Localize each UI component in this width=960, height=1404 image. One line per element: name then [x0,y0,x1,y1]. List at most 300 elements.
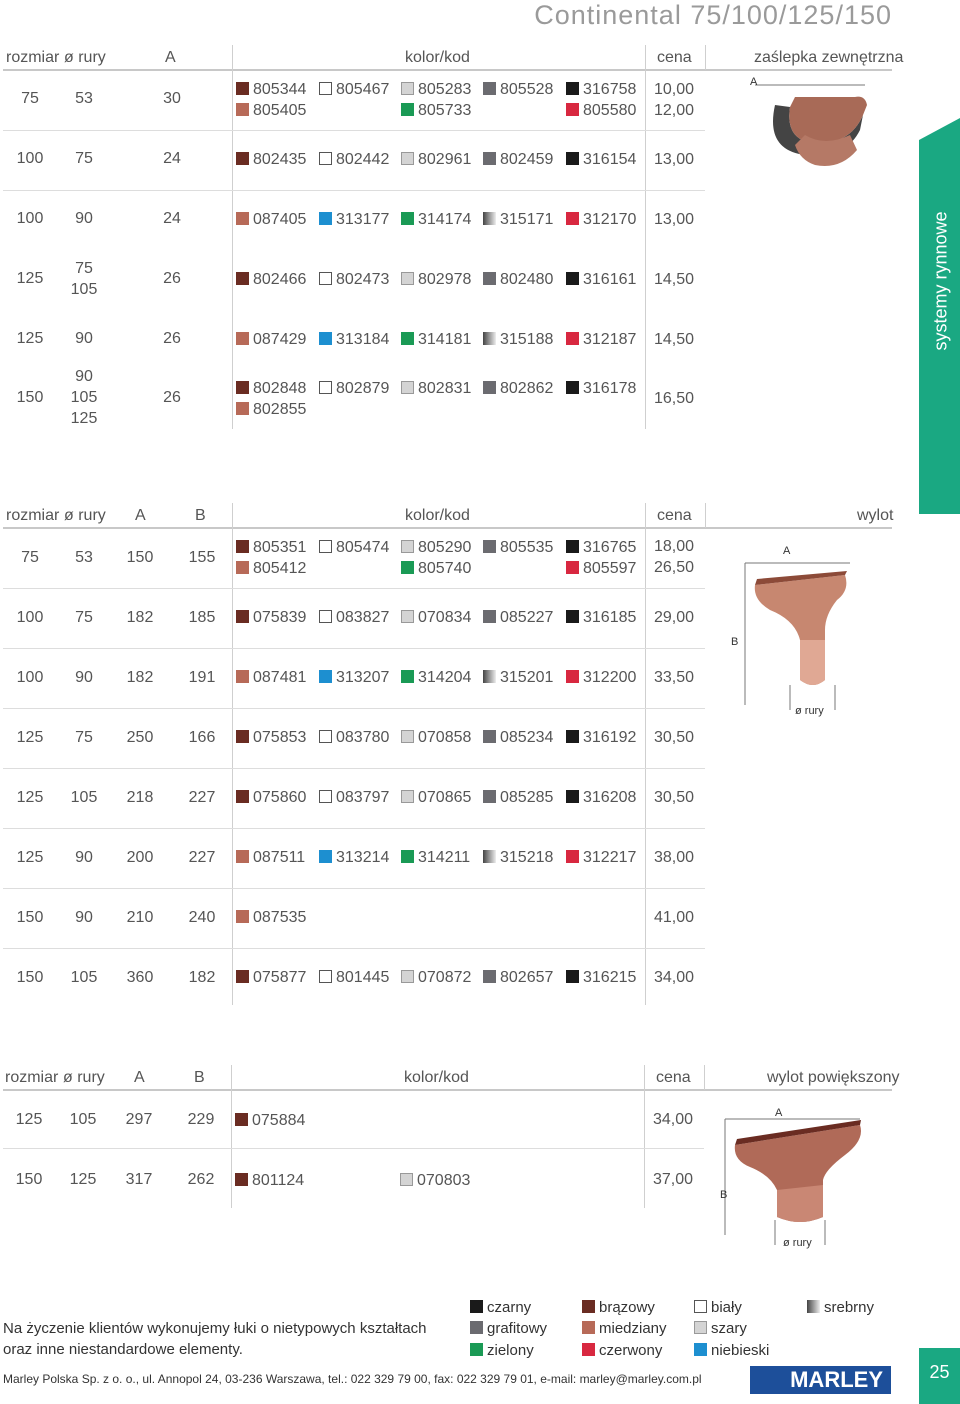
cell-cena: 13,00 [654,211,695,228]
header-rury: ø rury [63,1069,105,1086]
cell-cena: 30,50 [654,729,695,746]
color-code: 070858 [401,729,471,747]
color-swatch [483,272,496,285]
color-swatch [236,212,249,225]
color-swatch [483,381,496,394]
color-swatch [483,730,496,743]
header-product: zaślepka zewnętrzna [754,49,904,66]
column-divider [231,1065,232,1208]
color-code: 315201 [483,669,553,687]
cell-rozmiar: 125 [16,729,44,746]
color-code: 805535 [483,539,553,557]
color-code: 313184 [319,331,389,349]
header-rozmiar: rozmiar [5,1069,59,1086]
cell-rozmiar: 125 [16,330,44,347]
cell-rury: 53 [75,90,93,107]
color-swatch [470,1300,483,1313]
cell-rury: 90 [75,849,93,866]
cell-cena: 37,00 [653,1171,694,1188]
color-swatch [401,152,414,165]
color-swatch [401,610,414,623]
color-swatch [401,730,414,743]
cell-b: 191 [188,669,216,686]
color-code: 316758 [566,81,636,99]
color-swatch [319,790,332,803]
color-code: 314204 [401,669,471,687]
column-divider [705,45,706,70]
color-swatch [236,152,249,165]
color-code: 802442 [319,151,389,169]
color-swatch [401,970,414,983]
color-code: 070803 [400,1172,470,1190]
color-swatch [236,332,249,345]
header-divider [3,1089,892,1091]
color-code: 805733 [401,102,471,120]
header-kolor: kolor/kod [405,507,470,524]
color-swatch [470,1343,483,1356]
header-rozmiar: rozmiar [6,507,60,524]
color-swatch [401,561,414,574]
color-code: 802831 [401,380,471,398]
large-outlet-illustration [715,1105,875,1245]
illus-label-a: A [750,76,758,88]
cell-rury: 90 [75,210,93,227]
legend-item [694,1320,747,1337]
color-swatch [236,402,249,415]
color-code: 316208 [566,789,636,807]
cell-a: 210 [126,909,154,926]
color-swatch [566,790,579,803]
color-code: 087511 [236,849,305,867]
cell-rury: 90 [75,669,93,686]
cell-b: 185 [188,609,216,626]
cell-a: 24 [163,150,181,167]
color-code: 805351 [236,539,306,557]
cell-rozmiar: 100 [16,210,44,227]
color-code: 802862 [483,380,553,398]
color-swatch [235,1173,248,1186]
cell-b: 166 [188,729,216,746]
row-divider [3,768,705,769]
cell-a: 150 [126,549,154,566]
color-swatch [236,790,249,803]
color-swatch [566,152,579,165]
cell-a: 250 [126,729,154,746]
color-code: 085227 [483,609,553,627]
cell-a: 26 [163,330,181,347]
header-b: B [194,1069,205,1086]
color-code: 802879 [319,380,389,398]
color-code: 805290 [401,539,471,557]
color-code: 805467 [319,81,389,99]
legend-item [807,1299,874,1316]
cell-rozmiar: 150 [16,389,44,406]
color-swatch [236,910,249,923]
legend-label: niebieski [711,1342,770,1359]
cell-rury: 75 [75,609,93,626]
color-swatch [401,850,414,863]
outlet-illustration [725,545,865,710]
color-swatch [483,850,496,863]
legend-item [582,1299,655,1316]
color-code: 312217 [566,849,636,867]
color-swatch [236,670,249,683]
color-code: 312170 [566,211,636,229]
cell-b: 262 [187,1171,215,1188]
color-code: 075877 [236,969,306,987]
custom-order-note: Na życzenie klientów wykonujemy łuki o nietypowych kształtach oraz inne niestandardowe elementy. [3,1320,427,1358]
color-swatch [319,610,332,623]
cell-cena: 33,50 [654,669,695,686]
column-divider [705,503,706,528]
color-code: 312200 [566,669,636,687]
cell-rozmiar: 150 [15,1171,43,1188]
legend-item [470,1320,547,1337]
cell-a: 360 [126,969,154,986]
cell-cena: 34,00 [654,969,695,986]
cell-cena: 30,50 [654,789,695,806]
color-swatch [236,540,249,553]
marley-logo: MARLEY [750,1366,891,1394]
cell-rozmiar: 125 [16,270,44,287]
cell-rury: 105 [70,969,98,986]
color-swatch [319,970,332,983]
color-code: 805474 [319,539,389,557]
color-code: 313207 [319,669,389,687]
color-code: 802480 [483,271,553,289]
color-code: 316765 [566,539,636,557]
cell-rury: 75 [75,150,93,167]
illus-label-b: B [731,636,739,648]
cell-rury: 105 [70,789,98,806]
cell-rozmiar: 100 [16,609,44,626]
legend-item [694,1299,742,1316]
color-swatch [483,212,496,225]
color-swatch [401,381,414,394]
cell-b: 227 [188,789,216,806]
color-code: 801445 [319,969,389,987]
color-swatch [483,540,496,553]
color-code: 083797 [319,789,389,807]
row-divider [3,1148,704,1149]
color-code: 087405 [236,211,306,229]
color-swatch [319,272,332,285]
color-swatch [483,670,496,683]
legend-item [582,1320,667,1337]
color-code: 802961 [401,151,471,169]
color-swatch [582,1343,595,1356]
cell-rury: 105 [70,389,98,406]
color-code: 083780 [319,729,389,747]
color-code: 087535 [236,909,306,927]
row-divider [3,648,705,649]
color-code: 075884 [235,1112,305,1130]
color-swatch [236,730,249,743]
cell-cena: 10,00 [654,81,695,98]
cell-rozmiar: 150 [16,909,44,926]
color-code: 083827 [319,609,389,627]
color-code: 312187 [566,331,636,349]
header-kolor: kolor/kod [404,1069,469,1086]
color-code: 314211 [401,849,470,867]
color-code: 802855 [236,401,306,419]
color-swatch [566,561,579,574]
color-swatch [319,381,332,394]
header-b: B [195,507,206,524]
color-swatch [401,332,414,345]
color-swatch [401,212,414,225]
color-swatch [483,82,496,95]
color-swatch [566,970,579,983]
color-swatch [694,1343,707,1356]
color-swatch [236,272,249,285]
color-code: 315188 [483,331,553,349]
color-swatch [401,82,414,95]
color-code: 801124 [235,1172,304,1190]
cell-rozmiar: 150 [16,969,44,986]
color-code: 805597 [566,560,636,578]
color-code: 313214 [319,849,389,867]
color-swatch [401,670,414,683]
row-divider [3,588,705,589]
color-code: 805580 [566,102,636,120]
color-swatch [236,970,249,983]
color-swatch [319,670,332,683]
color-code: 315171 [483,211,553,229]
color-code: 313177 [319,211,389,229]
row-divider [3,948,705,949]
color-swatch [566,540,579,553]
end-cap-illustration [745,75,880,175]
header-a: A [135,507,146,524]
illus-label-rury: ø rury [783,1237,812,1249]
legend-item [582,1342,662,1359]
cell-cena: 18,00 [654,538,695,555]
color-swatch [566,610,579,623]
color-swatch [319,212,332,225]
cell-b: 182 [188,969,216,986]
header-rury: ø rury [64,507,106,524]
color-swatch [483,610,496,623]
cell-cena: 16,50 [654,390,695,407]
cell-a: 182 [126,669,154,686]
cell-rozmiar: 125 [15,1111,43,1128]
page-title: Continental 75/100/125/150 [534,0,892,30]
color-swatch [401,540,414,553]
color-swatch [483,152,496,165]
row-divider [3,190,705,191]
legend-label: brązowy [599,1299,655,1316]
legend-label: czerwony [599,1342,663,1359]
cell-a: 182 [126,609,154,626]
color-code: 802848 [236,380,306,398]
color-swatch [694,1300,707,1313]
header-rozmiar: rozmiar [6,49,60,66]
cell-cena: 26,50 [654,559,695,576]
color-swatch [319,332,332,345]
side-tab-label: systemy rynnowe [930,211,951,351]
color-swatch [694,1321,707,1334]
legend-label: biały [711,1299,742,1316]
color-code: 805412 [236,560,306,578]
color-swatch [582,1321,595,1334]
cell-b: 155 [188,549,216,566]
color-swatch [236,381,249,394]
header-kolor: kolor/kod [405,49,470,66]
cell-rozmiar: 75 [21,90,39,107]
color-code: 075839 [236,609,306,627]
color-code: 085285 [483,789,553,807]
cell-a: 26 [163,389,181,406]
color-swatch [401,790,414,803]
color-swatch [319,82,332,95]
color-code: 802978 [401,271,471,289]
column-divider [645,503,646,1005]
cell-rozmiar: 75 [21,549,39,566]
cell-cena: 29,00 [654,609,695,626]
color-code: 075860 [236,789,306,807]
cell-cena: 14,50 [654,331,695,348]
legend-item [470,1299,531,1316]
cell-rozmiar: 125 [16,849,44,866]
header-a: A [134,1069,145,1086]
cell-rury: 125 [70,410,98,427]
color-swatch [807,1300,820,1313]
cell-a: 218 [126,789,154,806]
cell-a: 26 [163,270,181,287]
cell-a: 200 [126,849,154,866]
cell-b: 229 [187,1111,215,1128]
cell-a: 317 [125,1171,153,1188]
row-divider [3,708,705,709]
legend-label: zielony [487,1342,534,1359]
color-code: 316154 [566,151,636,169]
color-code: 085234 [483,729,553,747]
header-divider [3,527,892,529]
color-swatch [319,850,332,863]
color-code: 315218 [483,849,553,867]
cell-rury: 75 [75,729,93,746]
color-swatch [319,730,332,743]
cell-cena: 38,00 [654,849,695,866]
row-divider [3,888,705,889]
color-code: 805740 [401,560,471,578]
color-code: 805528 [483,81,553,99]
legend-label: szary [711,1320,747,1337]
cell-rury: 90 [75,368,93,385]
illus-label-b: B [720,1189,728,1201]
color-code: 316192 [566,729,636,747]
color-swatch [566,332,579,345]
cell-cena: 12,00 [654,102,695,119]
cell-rury: 105 [69,1111,97,1128]
cell-rozmiar: 125 [16,789,44,806]
illus-label-a: A [783,545,791,557]
color-code: 805344 [236,81,306,99]
color-swatch [566,850,579,863]
cell-a: 24 [163,210,181,227]
cell-cena: 14,50 [654,271,695,288]
color-code: 070865 [401,789,471,807]
color-code: 316161 [566,271,636,289]
color-swatch [401,272,414,285]
color-code: 075853 [236,729,306,747]
color-code: 802473 [319,271,389,289]
color-swatch [470,1321,483,1334]
color-swatch [400,1173,413,1186]
cell-rury: 75 [75,259,93,277]
column-divider [232,503,233,1005]
header-rury: ø rury [64,49,106,66]
legend-label: srebrny [824,1299,875,1316]
color-swatch [483,790,496,803]
color-swatch [566,82,579,95]
cell-rury: 125 [69,1171,97,1188]
row-divider [3,828,705,829]
column-divider [232,45,233,429]
cell-cena: 41,00 [654,909,695,926]
color-swatch [566,103,579,116]
color-swatch [319,152,332,165]
color-swatch [566,381,579,394]
cell-rozmiar: 100 [16,669,44,686]
header-cena: cena [656,1069,691,1086]
cell-a: 297 [125,1111,153,1128]
cell-rozmiar: 100 [16,150,44,167]
color-code: 805405 [236,102,306,120]
color-swatch [236,561,249,574]
color-swatch [236,82,249,95]
cell-cena: 13,00 [654,151,695,168]
cell-a: 30 [163,90,181,107]
color-swatch [566,670,579,683]
cell-b: 240 [188,909,216,926]
illus-label-a: A [775,1107,783,1119]
color-code: 316185 [566,609,636,627]
color-swatch [582,1300,595,1313]
color-swatch [236,850,249,863]
color-swatch [236,103,249,116]
cell-rury: 105 [70,280,98,298]
color-code: 087429 [236,331,306,349]
legend-label: grafitowy [487,1320,548,1337]
column-divider [645,45,646,429]
row-divider [3,130,705,131]
color-code: 805283 [401,81,471,99]
cell-rury: 90 [75,330,93,347]
color-code: 316178 [566,380,636,398]
color-code: 070834 [401,609,471,627]
color-swatch [566,212,579,225]
color-code: 314181 [401,331,471,349]
legend-item [470,1342,534,1359]
header-cena: cena [657,507,692,524]
cell-rury: 90 [75,909,93,926]
header-a: A [165,49,176,66]
color-swatch [401,103,414,116]
header-product: wylot [857,507,894,524]
cell-b: 227 [188,849,216,866]
column-divider [704,1065,705,1090]
color-code: 802466 [236,271,306,289]
color-swatch [235,1113,248,1126]
color-code: 802459 [483,151,553,169]
legend-item [694,1342,769,1359]
color-code: 070872 [401,969,471,987]
cell-rury: 53 [75,549,93,566]
legend-label: czarny [487,1299,532,1316]
legend-label: miedziany [599,1320,667,1337]
